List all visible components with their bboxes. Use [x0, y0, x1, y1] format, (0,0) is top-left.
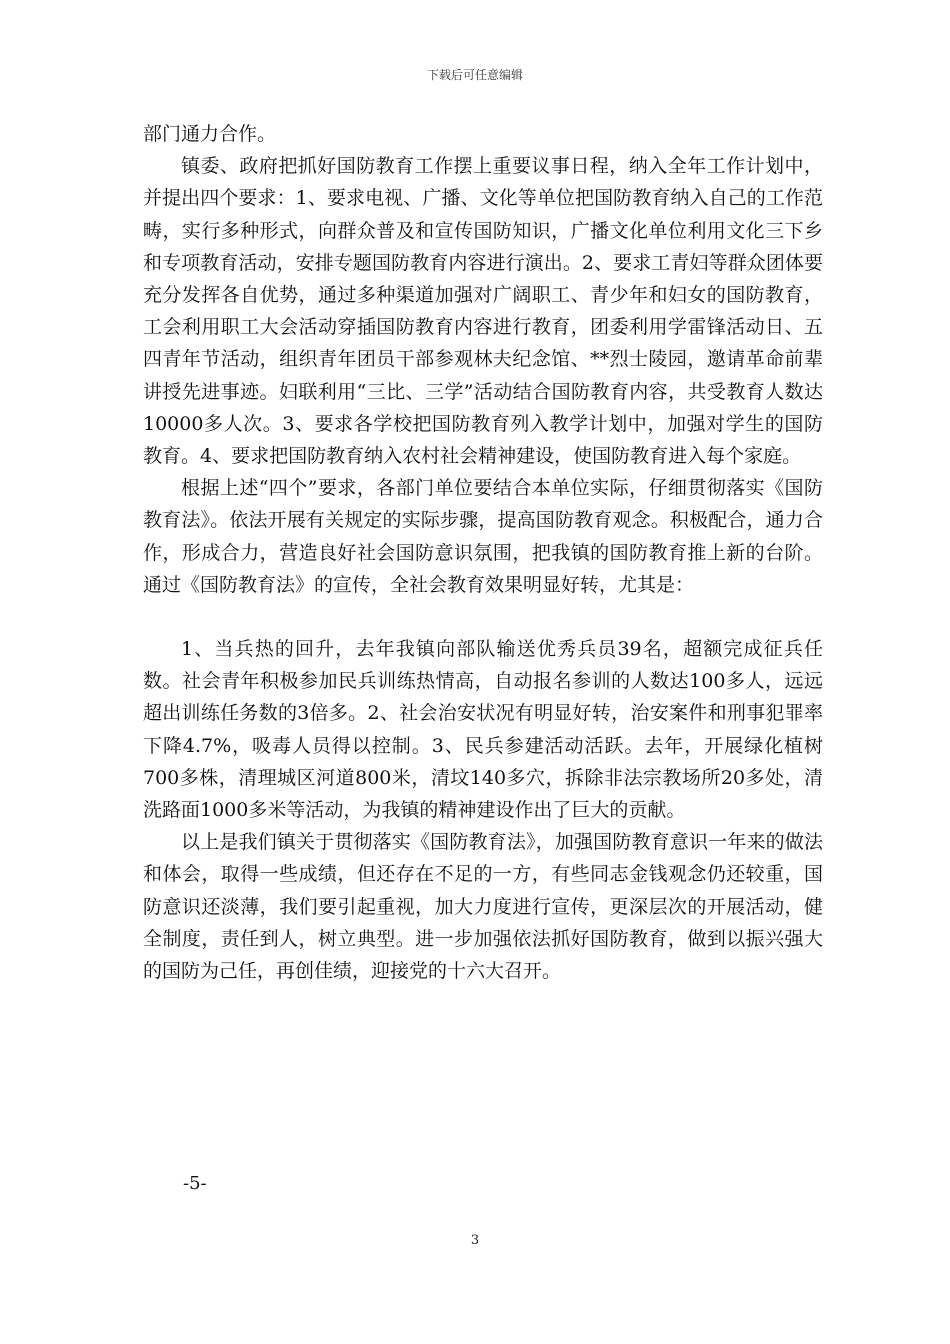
- inner-page-number: -5-: [183, 1173, 207, 1194]
- paragraph-results: 1、当兵热的回升，去年我镇向部队输送优秀兵员39名，超额完成征兵任数。社会青年积极参加民兵训练热情高，自动报名参训的人数达100多人，远远超出训练任务数的3倍多。2、社会治安状况有明显好转，治安案件和刑事犯罪率下降4.7%，吸毒人员得以控制。3、民兵参建活动活跃。去年，开展绿化植树700多株，清理城区河道800米，清坟140多穴，拆除非法宗教场所20多处，清洗路面1000多米等活动，为我镇的精神建设作出了巨大的贡献。: [143, 638, 823, 822]
- paragraph-conclusion: 以上是我们镇关于贯彻落实《国防教育法》，加强国防教育意识一年来的做法和体会，取得一些成绩，但还存在不足的一方，有些同志金钱观念仍还较重，国防意识还淡薄，我们要引起重视，加大力度进行宣传，更深层次的开展活动，健全制度，责任到人，树立典型。进一步加强依法抓好国防教育，做到以振兴强大的国防为己任，再创佳绩，迎接党的十六大召开。: [143, 831, 823, 983]
- paragraph-continuation: 部门通力合作。: [143, 123, 277, 145]
- paragraph-requirements: 镇委、政府把抓好国防教育工作摆上重要议事日程，纳入全年工作计划中，并提出四个要求：1、要求电视、广播、文化等单位把国防教育纳入自己的工作范畴，实行多种形式，向群众普及和宣传国防知识，广播文化单位利用文化三下乡和专项教育活动，安排专题国防教育内容进行演出。2、要求工青妇等群众团体要充分发挥各自优势，通过多种渠道加强对广阔职工、青少年和妇女的国防教育，工会利用职工大会活动穿插国防教育内容进行教育，团委利用学雷锋活动日、五四青年节活动，组织青年团员干部参观林夫纪念馆、**烈士陵园，邀请革命前辈讲授先进事迹。妇联利用“三比、三学”活动结合国防教育内容，共受教育人数达10000多人次。3、要求各学校把国防教育列入教学计划中，加强对学生的国防教育。4、要求把国防教育纳入农村社会精神建设，使国防教育进入每个家庭。: [143, 155, 823, 468]
- footer-page-number: 3: [470, 1233, 480, 1248]
- paragraph-gap: [143, 601, 823, 633]
- paragraph-implementation: 根据上述“四个”要求，各部门单位要结合本单位实际，仔细贯彻落实《国防教育法》。依法开展有关规定的实际步骤，提高国防教育观念。积极配合，通力合作，形成合力，营造良好社会国防意识氛围，把我镇的国防教育推上新的台阶。通过《国防教育法》的宣传，全社会教育效果明显好转，尤其是：: [143, 477, 823, 596]
- document-body: [143, 118, 823, 987]
- header-note: 下载后可任意编辑: [426, 68, 523, 82]
